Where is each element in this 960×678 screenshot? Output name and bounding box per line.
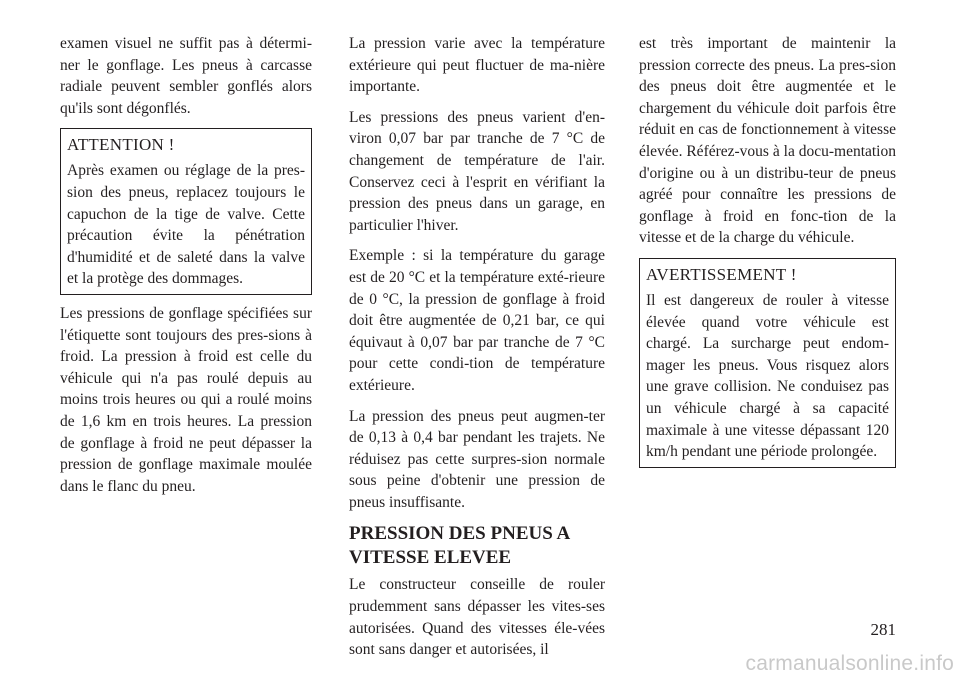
paragraph: La pression varie avec la température extérieure qui peut fluctuer de ma-nière importante.: [349, 35, 605, 96]
attention-title: ATTENTION !: [67, 135, 175, 155]
page-number: 281: [870, 620, 896, 639]
column-right: [639, 33, 896, 476]
paragraph: Exemple : si la température du garage est de 20 °C et la température exté-rieure de 0 °C, la pression de gonflage à froid doit être augmentée de 0,21 bar, ce qui équivaut à 0,07 bar par tranche de 7 °C pour cette condi-tion de température extérieure.: [349, 247, 605, 394]
paragraph: examen visuel ne suffit pas à détermi-ner le gonflage. Les pneus à carcasse radiale peuvent sembler gonflés alors qu'ils sont dégonflés.: [60, 35, 312, 117]
column-middle: [349, 33, 605, 670]
warning-box: [639, 258, 896, 468]
paragraph: est très important de maintenir la pression correcte des pneus. La pres-sion des pneus doit être augmentée et le chargement du véhicule doit parfois être réduit en cas de fonctionnement à vitesse élevée. Référez-vous à la docu-mentation d'origine ou à un distribu-teur de pneus agréé pour connaître les pressions de gonflage à froid en fonc-tion de la vitesse et de la charge du véhicule.: [639, 35, 896, 247]
paragraph: Les pressions de gonflage spécifiées sur l'étiquette sont toujours des pres-sions à froid. La pression à froid est celle du véhicule qui n'a pas roulé depuis au moins trois heures ou qui a roulé moins de 1,6 km en trois heures. La pression de gonflage à froid ne peut dépasser la pression de gonflage maximale moulée dans le flanc du pneu.: [60, 304, 312, 495]
watermark: carmanualsonline.info: [745, 652, 954, 675]
column-left: [60, 33, 312, 506]
warning-title: AVERTISSEMENT !: [646, 264, 797, 284]
paragraph: La pression des pneus peut augmen-ter de 0,13 à 0,4 bar pendant les trajets. Ne réduisez pas cette surpres-sion normale sous peine d'obtenir une pression de pneus insuffisante.: [349, 407, 605, 511]
paragraph: Les pressions des pneus varient d'en-viron 0,07 bar par tranche de 7 °C de changement de température de l'air. Conservez ceci à l'esprit en vérifiant la pression des pneus dans un garage, en particulier l'hiver.: [349, 108, 605, 234]
warning-text: Il est dangereux de rouler à vitesse élevée quand votre véhicule est chargé. La surcharge peut endom-mager les pneus. Vous risquez alors une grave collision. Ne conduisez pas un véhicule chargé à sa capacité maximale à une vitesse dépassant 120 km/h pendant une période prolongée.: [646, 291, 889, 461]
section-heading: PRESSION DES PNEUS A VITESSE ELEVEE: [349, 523, 570, 569]
attention-text: Après examen ou réglage de la pres-sion des pneus, replacez toujours le capuchon de la tige de valve. Cette précaution évite la pénétration d'humidité et de saleté dans la valve et la protège des dommages.: [67, 162, 305, 288]
attention-box: [60, 128, 312, 295]
paragraph: Le constructeur conseille de rouler prudemment sans dépasser les vites-ses autorisées. Quand des vitesses éle-vées sont sans danger et autorisées, il: [349, 576, 605, 659]
